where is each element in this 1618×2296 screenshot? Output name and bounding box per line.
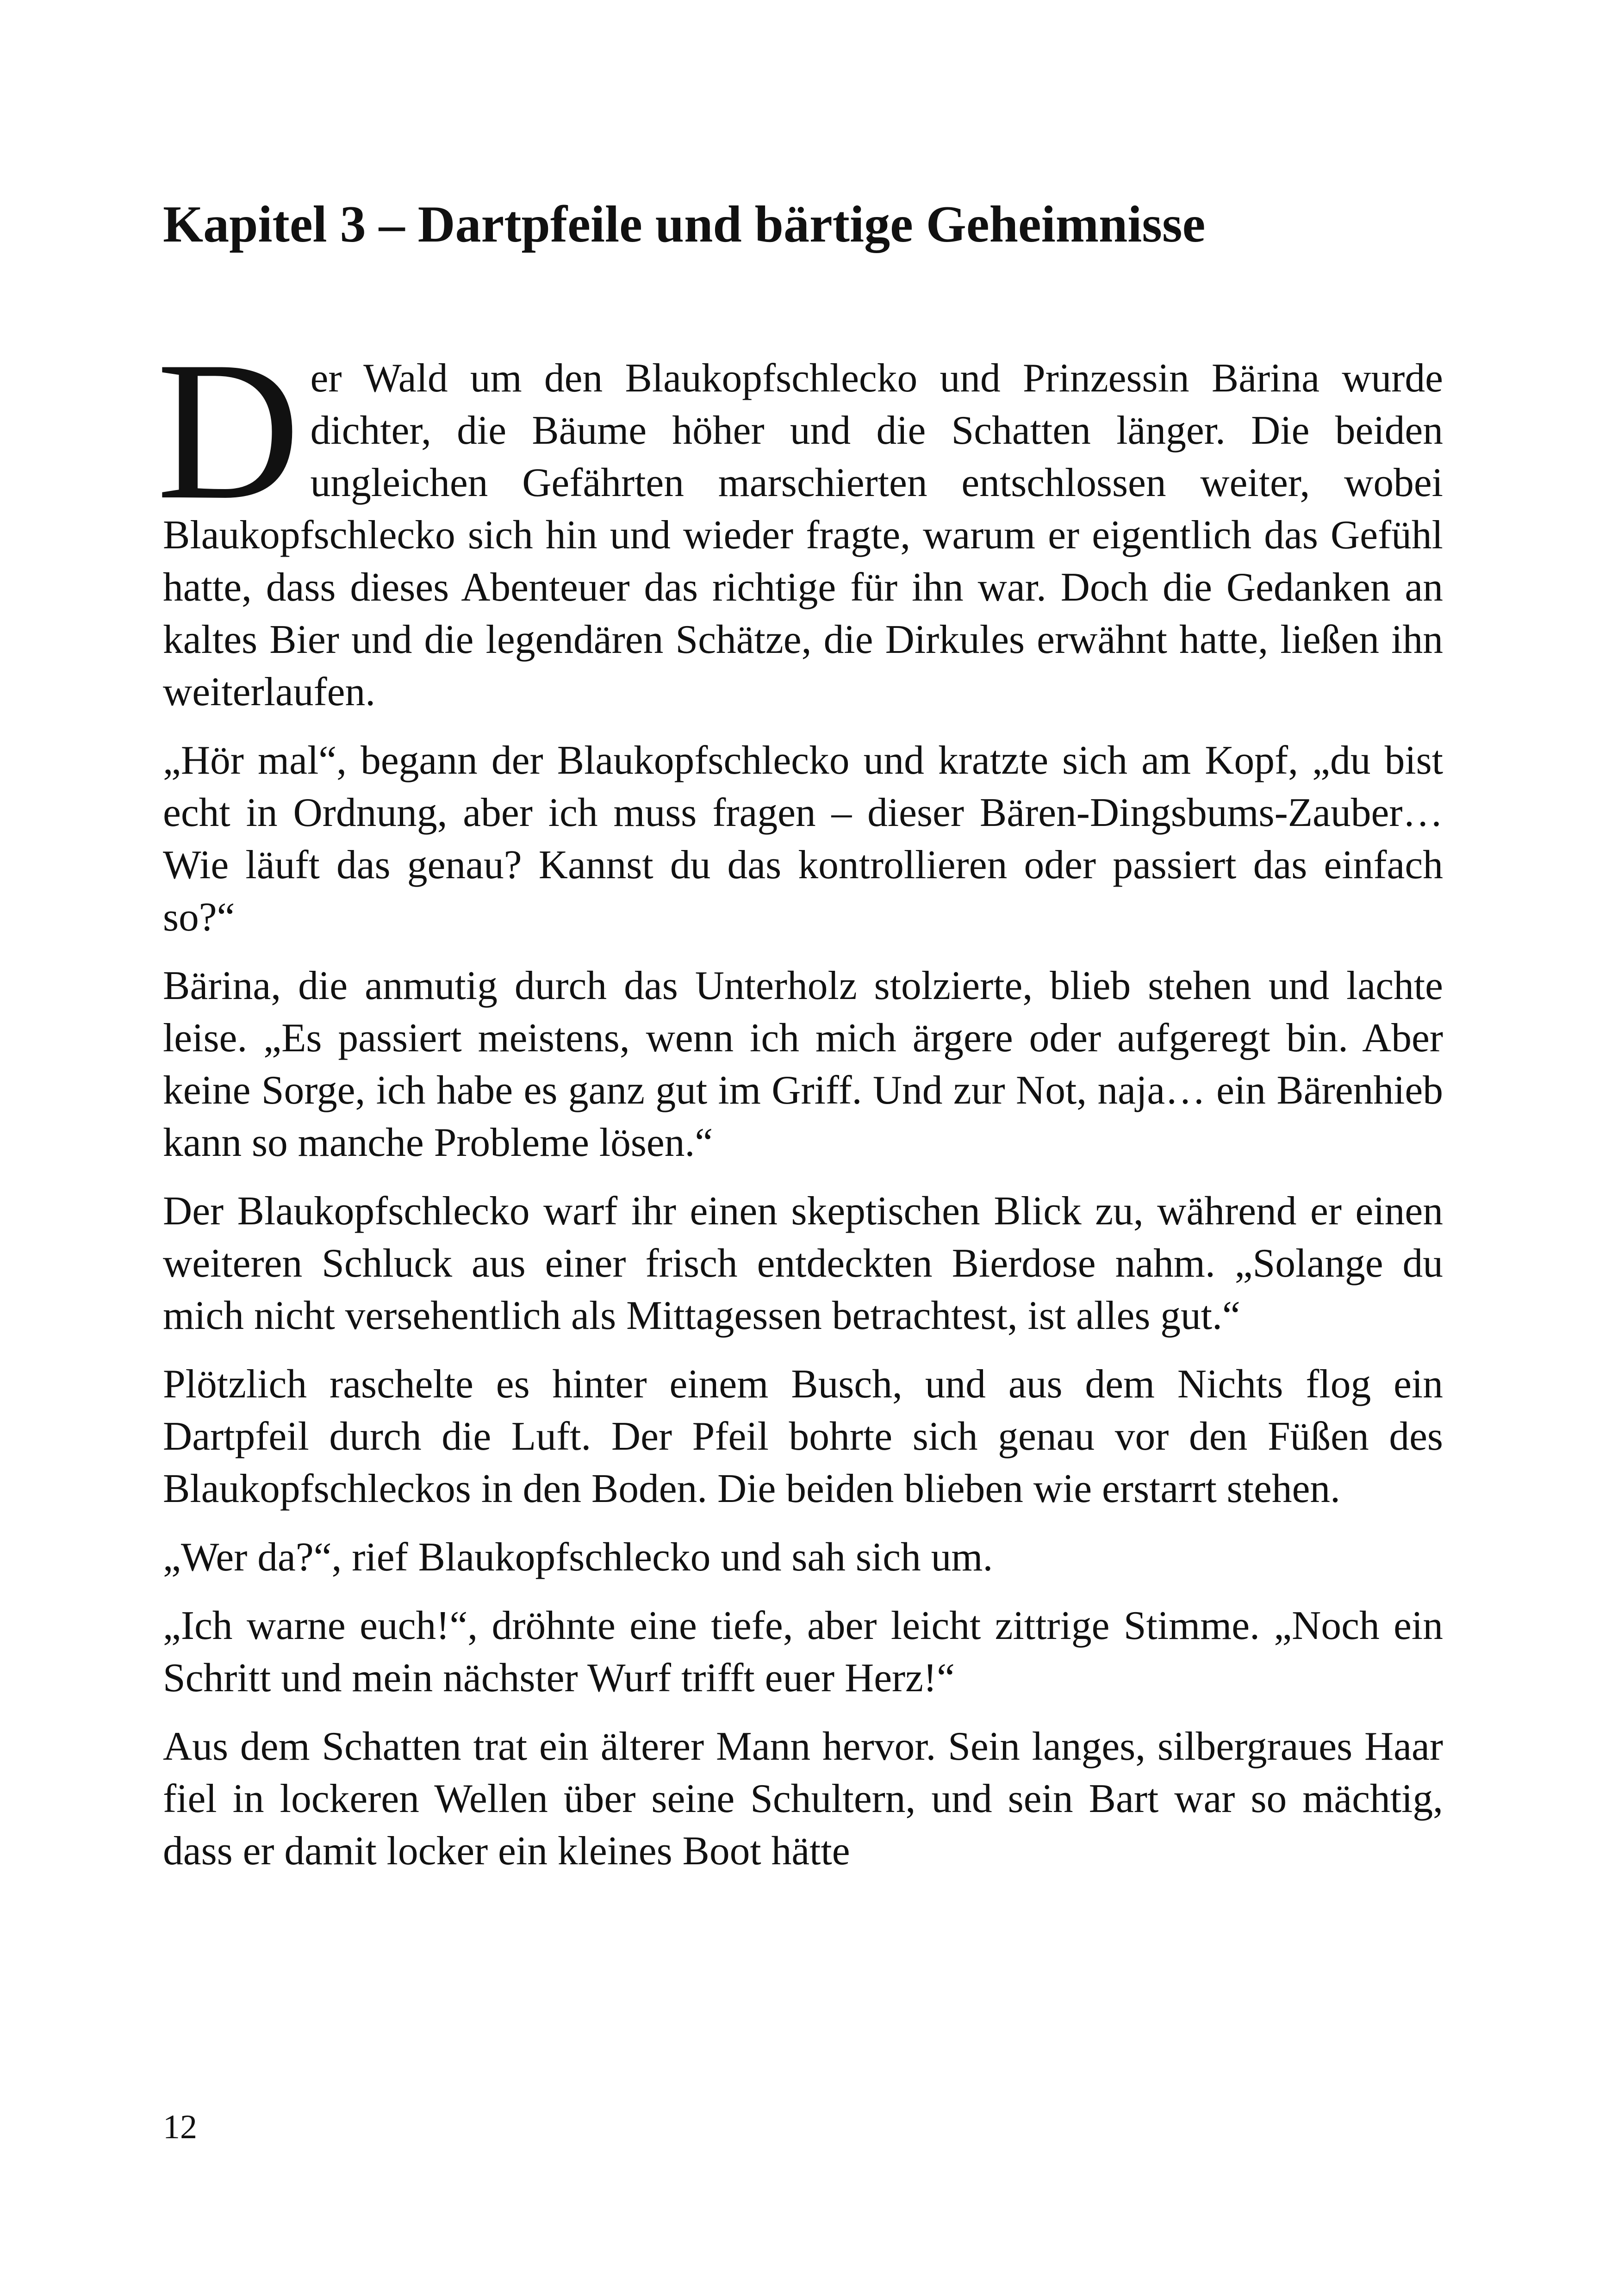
drop-cap: D — [156, 321, 300, 541]
paragraph-8: Aus dem Schatten trat ein älterer Mann hervor. Sein langes, silbergraues Haar fiel in lockeren Wellen über seine Schultern, und sein Bart war so mächtig, dass er damit locker ein kleines Boot hätte — [163, 1724, 1443, 1873]
paragraph-5: Plötzlich raschelte es hinter einem Busch, und aus dem Nichts flog ein Dartpfeil durch die Luft. Der Pfeil bohrte sich genau vor den Füßen des Blaukopfschleckos in den Boden. Die beiden blieben wie erstarrt stehen. — [163, 1361, 1443, 1511]
chapter-title: Kapitel 3 – Dartpfeile und bärtige Geheimnisse — [163, 196, 1206, 253]
paragraph-7: „Ich warne euch!“, dröhnte eine tiefe, aber leicht zittrige Stimme. „Noch ein Schritt und mein nächster Wurf trifft euer Herz!“ — [163, 1603, 1443, 1700]
paragraph-3: Bärina, die anmutig durch das Unterholz stolzierte, blieb stehen und lachte leise. „Es passiert meistens, wenn ich mich ärgere oder aufgeregt bin. Aber keine Sorge, ich habe es ganz gut im Griff. Und zur Not, naja… ein Bärenhieb kann so manche Probleme lösen.“ — [163, 963, 1443, 1165]
page-number: 12 — [163, 2108, 197, 2146]
paragraph-4: Der Blaukopfschlecko warf ihr einen skeptischen Blick zu, während er einen weiteren Schluck aus einer frisch entdeckten Bierdose nahm. „Solange du mich nicht versehentlich als Mittagessen betrachtest, ist alles gut.“ — [163, 1188, 1443, 1338]
paragraph-1 — [156, 321, 1443, 718]
paragraph-2: „Hör mal“, begann der Blaukopfschlecko und kratzte sich am Kopf, „du bist echt in Ordnung, aber ich muss fragen – dieser Bären-Dingsbums-Zauber… Wie läuft das genau? Kannst du das kontrollieren oder passiert das einfach so?“ — [163, 738, 1443, 939]
chapter-body — [156, 321, 1443, 1893]
paragraph-1-text: er Wald um den Blaukopfschlecko und Prinzessin Bärina wurde dichter, die Bäume höher und die Schatten länger. Die beiden ungleichen Gefährten marschierten entschlossen weiter, wobei Blaukopfschlecko sich hin und wieder fragte, warum er eigentlich das Gefühl hatte, dass dieses Abenteuer das richtige für ihn war. Doch die Gedanken an kaltes Bier und die legendären Schätze, die Dirkules erwähnt hatte, ließen ihn weiterlaufen. — [163, 355, 1443, 714]
paragraph-6: „Wer da?“, rief Blaukopfschlecko und sah sich um. — [163, 1534, 993, 1579]
